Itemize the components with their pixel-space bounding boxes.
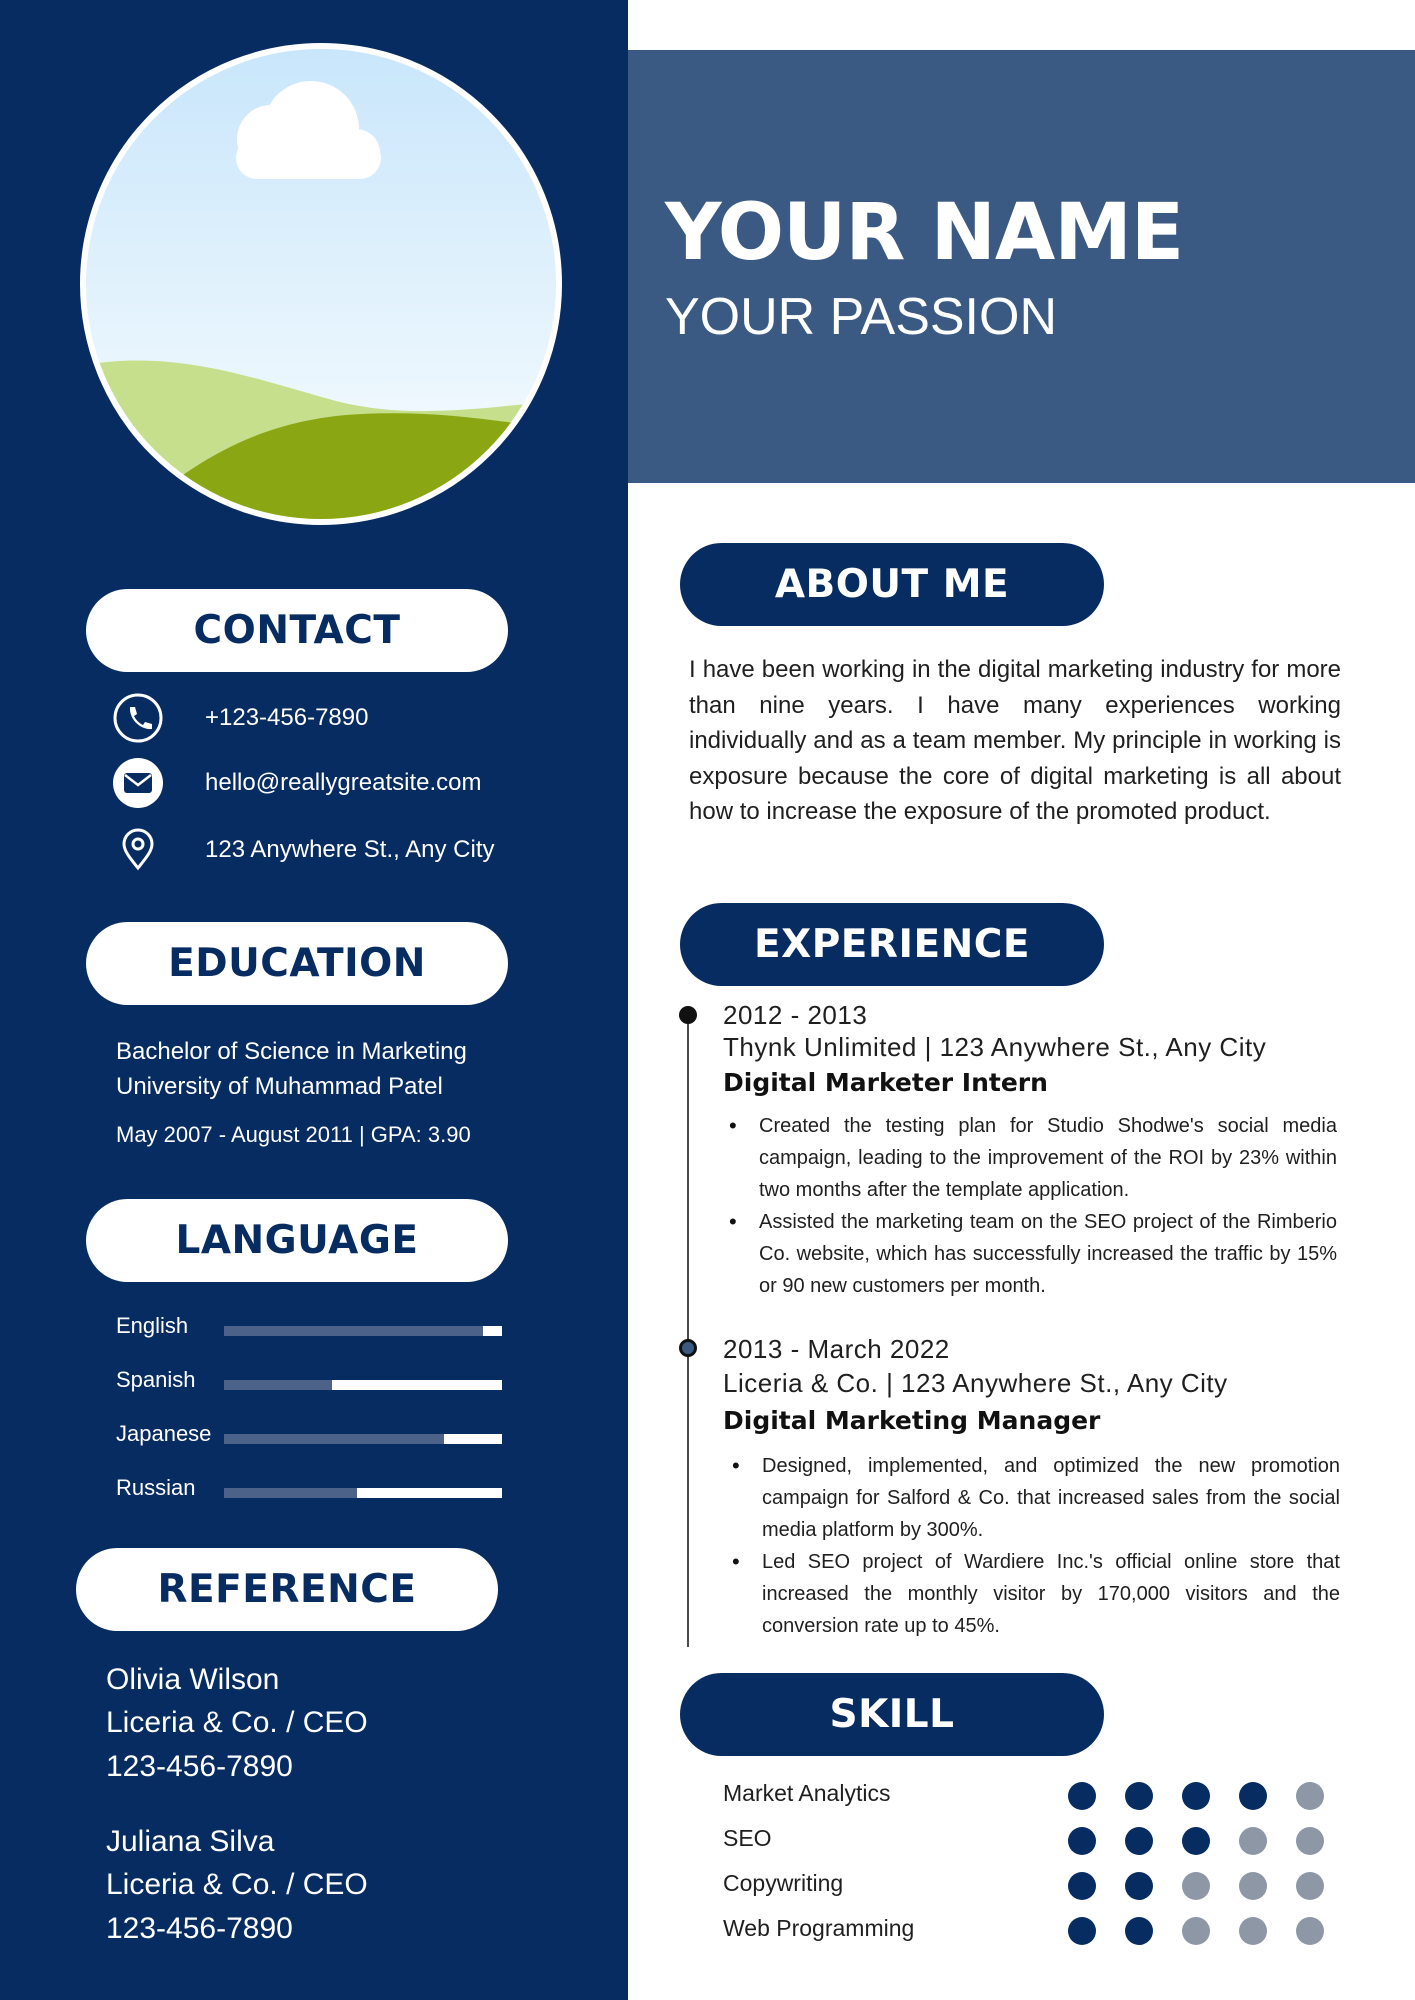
skill-dot-empty — [1239, 1917, 1267, 1945]
language-name: Spanish — [116, 1367, 196, 1392]
skill-name: Copywriting — [723, 1870, 844, 1896]
job-bullet: • Created the testing plan for Studio Shodwe's social media campaign, leading to the improvement of the ROI by 23% within two months after the template application. — [723, 1110, 1337, 1206]
skill-row — [723, 1821, 1343, 1861]
skill-dot-filled — [1125, 1827, 1153, 1855]
language-title: LANGUAGE — [175, 1218, 419, 1263]
language-name: Russian — [116, 1475, 196, 1500]
language-row — [116, 1313, 506, 1343]
skill-dot-filled — [1239, 1782, 1267, 1810]
skill-dot-filled — [1125, 1782, 1153, 1810]
language-row — [116, 1367, 506, 1397]
contact-phone — [112, 692, 369, 744]
reference-role: Liceria & Co. / CEO — [106, 1868, 368, 1901]
contact-email-text[interactable]: hello@reallygreatsite.com — [205, 769, 482, 796]
reference-heading — [76, 1548, 498, 1631]
reference-name: Olivia Wilson — [106, 1663, 280, 1696]
language-level-bar — [224, 1488, 502, 1498]
skill-dot-filled — [1182, 1827, 1210, 1855]
skill-row — [723, 1776, 1343, 1816]
skill-dot-empty — [1182, 1917, 1210, 1945]
contact-email — [112, 757, 482, 809]
skill-title: SKILL — [829, 1692, 955, 1737]
job-bullets — [726, 1450, 1340, 1642]
skill-name: Market Analytics — [723, 1780, 891, 1806]
education-degree: Bachelor of Science in Marketing — [116, 1038, 467, 1065]
job-role: Digital Marketer Intern — [723, 1068, 1048, 1097]
contact-title: CONTACT — [193, 608, 401, 653]
skill-dot-filled — [1068, 1782, 1096, 1810]
job-company: Thynk Unlimited | 123 Anywhere St., Any City — [723, 1032, 1267, 1062]
skill-dot-filled — [1125, 1872, 1153, 1900]
education-details: May 2007 - August 2011 | GPA: 3.90 — [116, 1122, 471, 1147]
location-pin-icon — [112, 824, 164, 876]
language-level-bar — [224, 1380, 502, 1390]
language-row — [116, 1475, 506, 1505]
job-date: 2012 - 2013 — [723, 1000, 868, 1030]
skill-dot-filled — [1068, 1917, 1096, 1945]
skill-dot-filled — [1182, 1782, 1210, 1810]
skill-dot-empty — [1182, 1872, 1210, 1900]
skill-dot-empty — [1296, 1827, 1324, 1855]
language-level-bar — [224, 1434, 502, 1444]
about-title: ABOUT ME — [774, 562, 1010, 607]
skill-name: Web Programming — [723, 1915, 915, 1941]
about-text: I have been working in the digital marketing industry for more than nine years. I have many experiences working individually and as a team member. My principle in working is exposure because the core of digital marketing is all about how to increase the exposure of the promoted product. — [689, 656, 1341, 825]
skill-name: SEO — [723, 1825, 772, 1851]
profile-photo — [80, 43, 562, 525]
skill-dot-empty — [1296, 1782, 1324, 1810]
contact-address — [112, 824, 495, 876]
phone-icon — [112, 692, 164, 744]
skill-row — [723, 1866, 1343, 1906]
skill-dot-filled — [1068, 1872, 1096, 1900]
job-date: 2013 - March 2022 — [723, 1334, 950, 1364]
skill-dot-filled — [1068, 1827, 1096, 1855]
job-bullet: • Assisted the marketing team on the SEO project of the Rimberio Co. website, which has successfully increased the traffic by 15% or 90 new customers per month. — [723, 1206, 1337, 1302]
reference-title: REFERENCE — [157, 1567, 417, 1612]
skill-heading — [680, 1673, 1104, 1756]
contact-phone-text[interactable]: +123-456-7890 — [205, 704, 369, 731]
job-role: Digital Marketing Manager — [723, 1406, 1101, 1435]
cloud-icon — [236, 81, 381, 179]
job-bullet: • Led SEO project of Wardiere Inc.'s official online store that increased the monthly visitor by 170,000 visitors and the conversion rate up to 45%. — [726, 1546, 1340, 1642]
language-heading — [86, 1199, 508, 1282]
language-name: Japanese — [116, 1421, 212, 1446]
education-heading — [86, 922, 508, 1005]
skill-dot-empty — [1239, 1827, 1267, 1855]
contact-address-text: 123 Anywhere St., Any City — [205, 836, 495, 863]
reference-phone[interactable]: 123-456-7890 — [106, 1750, 293, 1783]
timeline-dot — [679, 1006, 697, 1024]
language-level-bar — [224, 1326, 502, 1336]
timeline-dot — [679, 1339, 697, 1357]
experience-title: EXPERIENCE — [753, 922, 1031, 967]
mail-icon — [112, 757, 164, 809]
education-title: EDUCATION — [168, 941, 426, 986]
skill-dot-empty — [1296, 1872, 1324, 1900]
language-row — [116, 1421, 506, 1451]
education-school: University of Muhammad Patel — [116, 1073, 443, 1100]
language-name: English — [116, 1313, 189, 1338]
skill-dot-empty — [1239, 1872, 1267, 1900]
page-title: YOUR NAME — [665, 188, 1184, 278]
experience-heading — [680, 903, 1104, 986]
reference-phone[interactable]: 123-456-7890 — [106, 1912, 293, 1945]
reference-role: Liceria & Co. / CEO — [106, 1706, 368, 1739]
page-subtitle: YOUR PASSION — [665, 288, 1058, 346]
skill-row — [723, 1911, 1343, 1951]
contact-heading — [86, 589, 508, 672]
skill-dot-empty — [1296, 1917, 1324, 1945]
job-bullet: • Designed, implemented, and optimized the new promotion campaign for Salford & Co. that increased sales from the social media platform by 300%. — [726, 1450, 1340, 1546]
job-company: Liceria & Co. | 123 Anywhere St., Any City — [723, 1368, 1228, 1398]
skill-dot-filled — [1125, 1917, 1153, 1945]
job-bullets — [723, 1110, 1337, 1302]
timeline-line — [687, 1013, 689, 1647]
reference-name: Juliana Silva — [106, 1825, 275, 1858]
about-heading — [680, 543, 1104, 626]
